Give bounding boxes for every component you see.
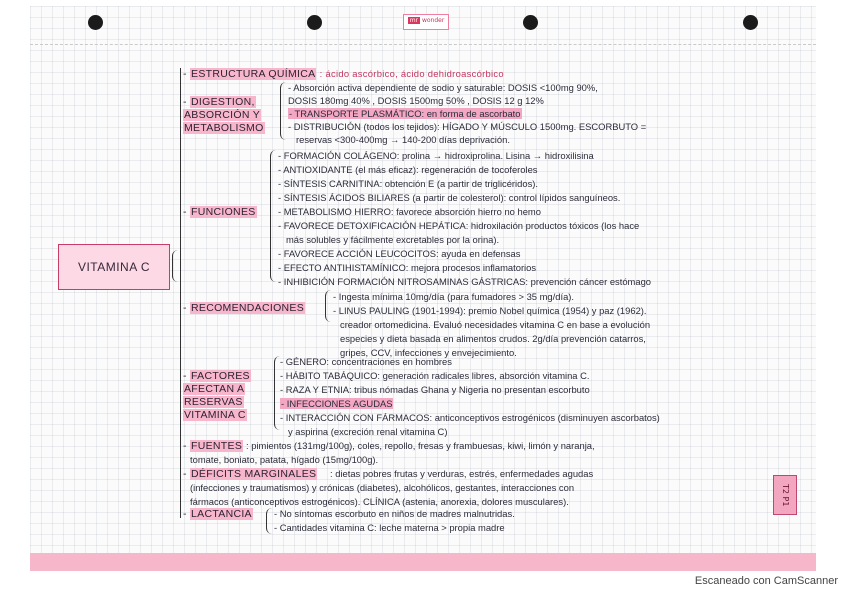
funciones-line: - SÍNTESIS CARNITINA: obtención E (a partir de triglicéridos). [278, 178, 538, 189]
section-lactancia-label: - LACTANCIA [183, 508, 252, 520]
section-deficits-label: - DÉFICITS MARGINALES [183, 468, 317, 480]
recomendaciones-line: - Ingesta mínima 10mg/día (para fumadores > 35 mg/día). [333, 291, 575, 302]
factores-line: - GÉNERO: concentraciones en hombres [280, 356, 452, 367]
digestion-line: - DISTRIBUCIÓN (todos los tejidos): HÍGADO Y MÚSCULO 1500mg. ESCORBUTO = [288, 121, 647, 132]
perforation-line [30, 44, 816, 45]
funciones-line: más solubles y fácilmente excretables por la orina). [286, 234, 500, 245]
section-factores-label: - FACTORES AFECTAN A RESERVAS VITAMINA C [183, 370, 250, 421]
deficits-line: fármacos (anticonceptivos estrogénicos). CLÍNICA (astenia, anorexia, dolores musculares). [190, 496, 569, 507]
digestion-line: DOSIS 180mg 40% , DOSIS 1500mg 50% , DOSIS 12 g 12% [288, 95, 544, 106]
digestion-line: reservas <300-400mg → 140-200 días deprivación. [296, 134, 510, 145]
factores-line: - INTERACCIÓN CON FÁRMACOS: anticonceptivos estrogénicos (disminuyen ascorbatos) [280, 412, 660, 423]
section-estructura: - ESTRUCTURA QUÍMICA : ácido ascórbico, ácido dehidroascórbico [183, 68, 504, 80]
recomendaciones-line: - LINUS PAULING (1901-1994): premio Nobel química (1954) y paz (1962). [333, 305, 647, 316]
factores-line: - RAZA Y ETNIA: tribus nómadas Ghana y Nigeria no presentan escorbuto [280, 384, 590, 395]
page-bottom-band [30, 553, 816, 571]
digestion-label-2: ABSORCIÓN Y [184, 109, 261, 121]
lactancia-line: - Cantidades vitamina C: leche materna > propia madre [274, 522, 505, 533]
tree-trunk-line [180, 68, 181, 518]
funciones-line: - FAVORECE DETOXIFICACIÓN HEPÁTICA: hidroxilación productos tóxicos (los hace [278, 220, 640, 231]
deficits-line: (infecciones y traumatismos) y crónicas (diabetes), alcohólicos, gestantes, interacciones con [190, 482, 575, 493]
recomendaciones-label: RECOMENDACIONES [191, 302, 305, 314]
factores-label-2: AFECTAN A [184, 383, 245, 395]
digestion-brace [280, 82, 287, 140]
fuentes-label: FUENTES [191, 440, 243, 452]
factores-line: y aspirina (excreción renal vitamina C) [288, 426, 448, 437]
section-fuentes-label: - FUENTES [183, 440, 243, 452]
page-number-tag: T2 P1 [773, 475, 797, 515]
binder-hole [523, 15, 538, 30]
notebook-logo: mr wonder [403, 14, 449, 30]
main-title: VITAMINA C [58, 244, 170, 290]
lactancia-label: LACTANCIA [191, 508, 252, 520]
section-funciones-label: - FUNCIONES [183, 206, 256, 218]
deficits-label: DÉFICITS MARGINALES [191, 468, 317, 480]
factores-line: - INFECCIONES AGUDAS [281, 398, 393, 409]
factores-label-3: RESERVAS [184, 396, 243, 408]
digestion-label-3: METABOLISMO [184, 122, 264, 134]
factores-label-4: VITAMINA C [184, 409, 246, 421]
funciones-line: - METABOLISMO HIERRO: favorece absorción hierro no hemo [278, 206, 541, 217]
scanner-footer: Escaneado con CamScanner [694, 575, 838, 587]
estructura-text: : ácido ascórbico, ácido dehidroascórbico [319, 68, 504, 79]
title-brace [172, 250, 179, 282]
digestion-line: - Absorción activa dependiente de sodio y saturable: DOSIS <100mg 90%, [288, 82, 598, 93]
funciones-line: - FAVORECE ACCIÓN LEUCOCITOS: ayuda en defensas [278, 248, 521, 259]
funciones-line: - EFECTO ANTIHISTAMÍNICO: mejora procesos inflamatorios [278, 262, 537, 273]
funciones-line: - SÍNTESIS ÁCIDOS BILIARES (a partir de colesterol): control lípidos sanguíneos. [278, 192, 621, 203]
factores-label-1: FACTORES [191, 370, 250, 382]
factores-line: - HÁBITO TABÁQUICO: generación radicales libres, absorción vitamina C. [280, 370, 590, 381]
section-recomendaciones-label: - RECOMENDACIONES [183, 302, 305, 314]
funciones-line: - FORMACIÓN COLÁGENO: prolina → hidroxiprolina. Lisina → hidroxilisina [278, 150, 594, 161]
funciones-line: - INHIBICIÓN FORMACIÓN NITROSAMINAS GÁSTRICAS: prevención cáncer estómago [278, 276, 652, 287]
digestion-label-1: DIGESTION, [191, 96, 255, 108]
lactancia-brace [266, 508, 273, 534]
recomendaciones-brace [325, 290, 332, 322]
binder-hole [307, 15, 322, 30]
funciones-label: FUNCIONES [191, 206, 256, 218]
recomendaciones-line: gripes, CCV, infecciones y envejecimiento. [340, 347, 517, 358]
binder-hole [88, 15, 103, 30]
binder-hole [743, 15, 758, 30]
funciones-brace [270, 150, 277, 282]
recomendaciones-line: creador ortomedicina. Evaluó necesidades vitamina C en base a evolución [340, 319, 651, 330]
fuentes-line: : pimientos (131mg/100g), coles, repollo, fresas y frambuesas, kiwi, limón y naranja, [246, 440, 595, 451]
lactancia-line: - No síntomas escorbuto en niños de madres malnutridas. [274, 508, 515, 519]
section-digestion-label: - DIGESTION, ABSORCIÓN Y METABOLISMO [183, 96, 264, 134]
fuentes-line: tomate, boniato, patata, hígado (15mg/100g). [190, 454, 379, 465]
funciones-line: - ANTIOXIDANTE (el más eficaz): regeneración de tocoferoles [278, 164, 538, 175]
recomendaciones-line: especies y dieta basada en alimentos crudos. 2g/día prevención catarros, [340, 333, 646, 344]
estructura-label: ESTRUCTURA QUÍMICA [191, 68, 316, 80]
digestion-line: - TRANSPORTE PLASMÁTICO: en forma de ascorbato [289, 108, 521, 119]
deficits-line: : dietas pobres frutas y verduras, estrés, enfermedades agudas [330, 468, 594, 479]
